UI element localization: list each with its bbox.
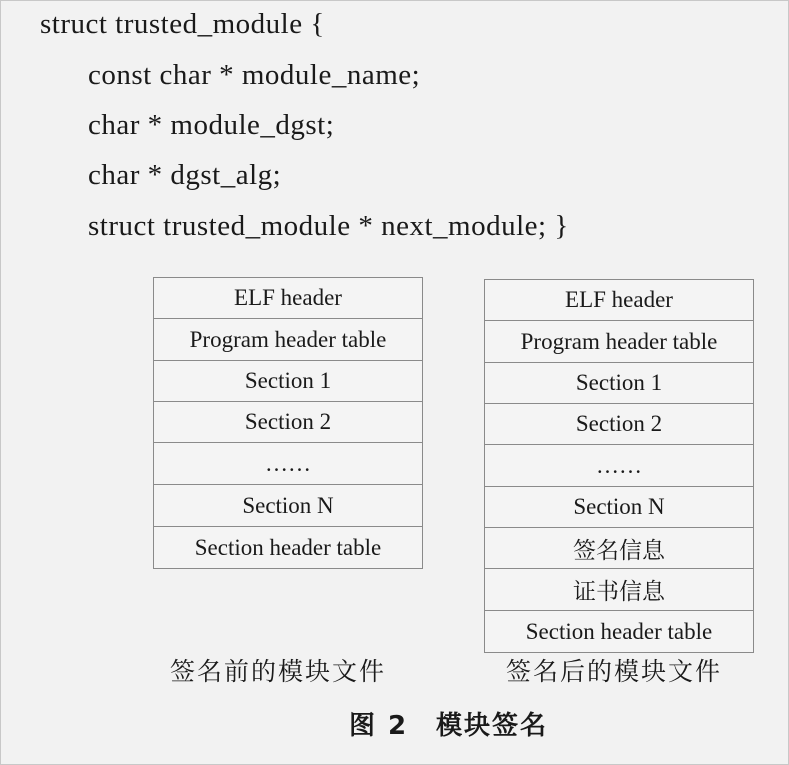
after-row-section-1: Section 1 xyxy=(484,363,754,404)
after-row-elf-header: ELF header xyxy=(484,279,754,321)
after-row-certificate-info: 证书信息 xyxy=(484,569,754,611)
code-line-2: const char * module_name; xyxy=(88,59,421,91)
before-row-section-2: Section 2 xyxy=(153,402,423,443)
before-row-ellipsis: …… xyxy=(153,443,423,485)
caption-before: 签名前的模块文件 xyxy=(170,657,387,686)
after-row-ellipsis: …… xyxy=(484,445,754,487)
code-line-5: struct trusted_module * next_module; } xyxy=(88,210,569,242)
before-row-section-1: Section 1 xyxy=(153,361,423,402)
after-row-program-header: Program header table xyxy=(484,321,754,363)
module-before-table xyxy=(153,277,423,569)
before-row-section-header: Section header table xyxy=(153,527,423,569)
before-row-section-n: Section N xyxy=(153,485,423,527)
code-line-4: char * dgst_alg; xyxy=(88,159,282,191)
code-line-1: struct trusted_module { xyxy=(40,8,325,40)
after-row-section-2: Section 2 xyxy=(484,404,754,445)
figure-number: 图 2 xyxy=(349,711,409,741)
before-row-elf-header: ELF header xyxy=(153,277,423,319)
after-row-signature-info: 签名信息 xyxy=(484,528,754,569)
caption-after: 签名后的模块文件 xyxy=(506,657,723,686)
after-row-section-header: Section header table xyxy=(484,611,754,653)
after-row-section-n: Section N xyxy=(484,487,754,528)
before-row-program-header: Program header table xyxy=(153,319,423,361)
module-after-table xyxy=(484,279,754,653)
code-line-3: char * module_dgst; xyxy=(88,109,335,141)
figure-title: 模块签名 xyxy=(436,711,549,741)
